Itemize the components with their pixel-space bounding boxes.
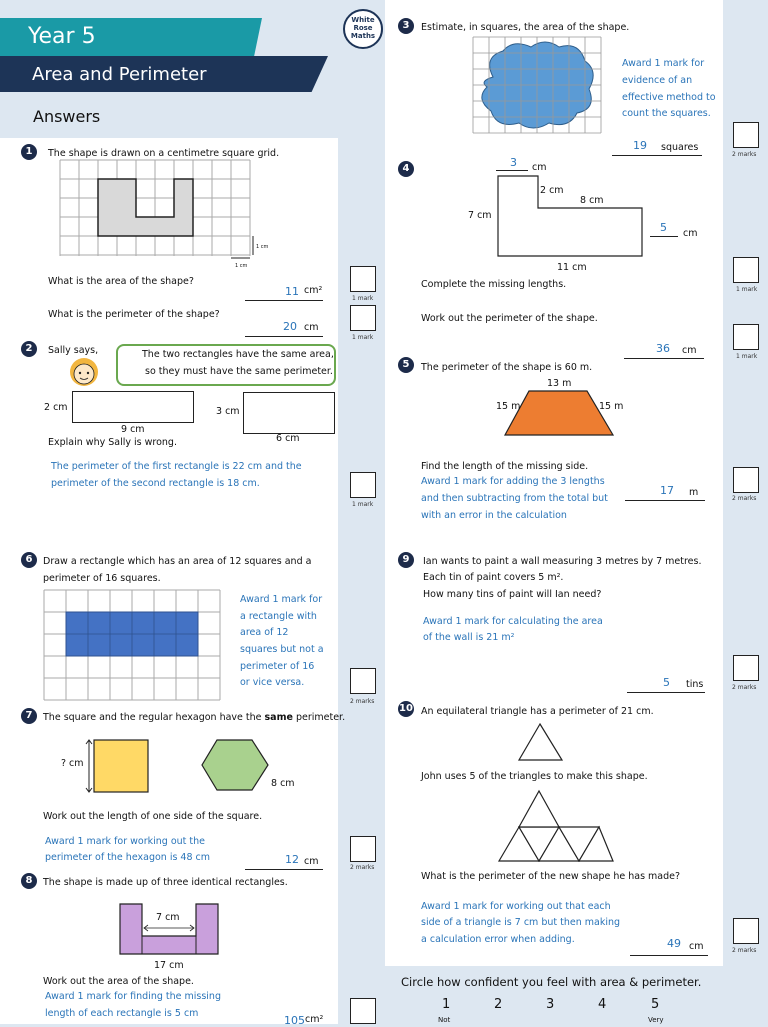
q9-mark-box[interactable] (733, 655, 759, 681)
confidence-title: Circle how confident you feel with area & perimeter. (401, 975, 702, 989)
q4-number: 4 (398, 161, 414, 177)
q2-speech-line-2: so they must have the same perimeter. (145, 366, 333, 377)
logo-text-2: Rose (353, 24, 373, 32)
q1-text: The shape is drawn on a centimetre square grid. (48, 148, 280, 159)
q1-area-mark-box[interactable] (350, 266, 376, 292)
q4-answer: 36 (656, 342, 670, 355)
q10-triangle-figure (517, 722, 565, 762)
q3-note-3: effective method to (622, 92, 716, 103)
white-rose-logo (343, 9, 383, 49)
q8-mark-box[interactable] (350, 998, 376, 1024)
q2-number: 2 (21, 341, 37, 357)
q7-answer-line (245, 869, 323, 870)
sally-avatar (66, 354, 106, 388)
q2-rect2-width: 6 cm (276, 433, 300, 444)
q5-left-label: 15 m (496, 401, 521, 412)
topic-title: Area and Perimeter (32, 64, 207, 85)
q10-note-3: a calculation error when adding. (421, 934, 575, 945)
q4-mark-box-1[interactable] (733, 257, 759, 283)
q9-answer: 5 (663, 676, 670, 689)
q1-number: 1 (21, 144, 37, 160)
q10-composite-figure (497, 789, 615, 863)
q8-text: The shape is made up of three identical rectangles. (43, 877, 288, 888)
q4-mark-label-2: 1 mark (736, 353, 758, 360)
q2-rect2-height: 3 cm (216, 406, 240, 417)
q3-note-1: Award 1 mark for (622, 58, 705, 69)
q7-number: 7 (21, 708, 37, 724)
q8-inner-label: 7 cm (156, 912, 180, 923)
q7-square (94, 740, 148, 792)
q7-mark-box[interactable] (350, 836, 376, 862)
q10-mark-box[interactable] (733, 918, 759, 944)
q10-text: An equilateral triangle has a perimeter of 21 cm. (421, 706, 654, 717)
q7-unit: cm (304, 856, 319, 867)
q6-note-3: area of 12 (240, 627, 289, 638)
q3-answer: 19 (633, 139, 647, 152)
q9-line-1: Ian wants to paint a wall measuring 3 metres by 7 metres. (423, 556, 702, 567)
q6-note-2: a rectangle with (240, 611, 317, 622)
q3-grid-figure (473, 37, 603, 135)
q2-rect1-width: 9 cm (121, 424, 145, 435)
confidence-high-label: Very (648, 1016, 664, 1024)
q1-area-unit: cm² (304, 285, 323, 296)
q1-area-answer: 11 (285, 285, 299, 298)
q3-text: Estimate, in squares, the area of the shape. (421, 22, 630, 33)
q4-label-8cm: 8 cm (580, 195, 604, 206)
q7-text (43, 712, 345, 723)
q7-hexagon-figure (200, 738, 270, 794)
q4-right-answer: 5 (660, 221, 667, 234)
q8-question: Work out the area of the shape. (43, 976, 194, 987)
q4-right-unit: cm (683, 228, 698, 239)
q2-mark-box[interactable] (350, 472, 376, 498)
q7-mark-label: 2 marks (350, 864, 375, 871)
answers-heading: Answers (33, 107, 101, 126)
q4-answer-line (624, 358, 704, 359)
q4-top-unit: cm (532, 162, 547, 173)
q7-text-same: same (264, 712, 293, 723)
q7-question: Work out the length of one side of the square. (43, 811, 263, 822)
q10-answer-line (630, 955, 708, 956)
logo-text-3: Maths (350, 32, 376, 40)
q9-unit: tins (686, 679, 704, 690)
q3-unit: squares (661, 142, 699, 153)
q5-number: 5 (398, 357, 414, 373)
q3-mark-label: 2 marks (732, 151, 757, 158)
q10-note-1: Award 1 mark for working out that each (421, 901, 611, 912)
q10-triangle (519, 724, 562, 760)
q8-note-2: length of each rectangle is 5 cm (45, 1008, 199, 1019)
q5-mark-label: 2 marks (732, 495, 757, 502)
q1-u-shape (98, 179, 193, 236)
confidence-option-4[interactable]: 4 (598, 997, 607, 1012)
q8-note-1: Award 1 mark for finding the missing (45, 991, 221, 1002)
q9-line-2: Each tin of paint covers 5 m². (423, 572, 564, 583)
q2-answer-line-2: perimeter of the second rectangle is 18 cm. (51, 478, 260, 489)
q2-answer-line-1: The perimeter of the first rectangle is 22 cm and the (51, 461, 302, 472)
q5-text: The perimeter of the shape is 60 m. (421, 362, 593, 373)
q3-note-4: count the squares. (622, 108, 711, 119)
q7-square-figure (86, 738, 156, 798)
q5-trapezium (505, 391, 613, 435)
q5-note-3: with an error in the calculation (421, 510, 567, 521)
q10-answer: 49 (667, 937, 681, 950)
q9-answer-line (627, 692, 705, 693)
confidence-option-1[interactable]: 1 (442, 997, 451, 1012)
q4-top-answer: 3 (510, 156, 517, 169)
confidence-option-5[interactable]: 5 (651, 997, 660, 1012)
q10-unit: cm (689, 941, 704, 952)
q10-mark-label: 2 marks (732, 947, 757, 954)
q1-perimeter-question: What is the perimeter of the shape? (48, 309, 220, 320)
q1-perimeter-mark-box[interactable] (350, 305, 376, 331)
q3-answer-line (612, 155, 702, 156)
q4-mark-label-1: 1 mark (736, 286, 758, 293)
q4-question-2: Work out the perimeter of the shape. (421, 313, 598, 324)
q1-area-answer-line (245, 300, 323, 301)
q6-mark-label: 2 marks (350, 698, 375, 705)
q6-grid-figure (44, 590, 224, 702)
q8-bottom-label: 17 cm (154, 960, 184, 971)
q1-perimeter-mark-label: 1 mark (352, 334, 374, 341)
q4-unit: cm (682, 345, 697, 356)
q5-right-label: 15 m (599, 401, 624, 412)
q4-label-7cm: 7 cm (468, 210, 492, 221)
q7-note-1: Award 1 mark for working out the (45, 836, 206, 847)
q4-label-2cm: 2 cm (540, 185, 564, 196)
q2-rectangle-1 (72, 391, 194, 423)
q2-rectangle-2 (243, 392, 335, 434)
q4-l-shape-figure (496, 174, 648, 258)
q1-scale-vertical: 1 cm (256, 244, 269, 250)
q4-l-shape (498, 176, 642, 256)
q4-label-11cm: 11 cm (557, 262, 587, 273)
q6-note-4: squares but not a (240, 644, 324, 655)
q1-perimeter-unit: cm (304, 322, 319, 333)
q2-mark-label: 1 mark (352, 501, 374, 508)
q1-grid-figure (60, 160, 260, 256)
q7-answer: 12 (285, 853, 299, 866)
q5-top-label: 13 m (547, 378, 572, 389)
q9-mark-label: 2 marks (732, 684, 757, 691)
q2-explain-prompt: Explain why Sally is wrong. (48, 437, 177, 448)
q2-intro: Sally says, (48, 345, 99, 356)
q5-unit: m (689, 487, 699, 498)
q6-note-1: Award 1 mark for (240, 594, 323, 605)
q6-number: 6 (21, 552, 37, 568)
q7-note-2: perimeter of the hexagon is 48 cm (45, 852, 211, 863)
q8-unit: cm² (305, 1014, 324, 1025)
q5-mark-box[interactable] (733, 467, 759, 493)
q5-answer-line (625, 500, 705, 501)
q7-text-c: perimeter. (292, 712, 346, 723)
q10-question-1: John uses 5 of the triangles to make this shape. (421, 771, 648, 782)
q7-text-a: The square and the regular hexagon have the (43, 712, 265, 723)
q7-square-side-label: ? cm (61, 758, 84, 769)
q10-question-2: What is the perimeter of the new shape he has made? (421, 871, 681, 882)
confidence-low-label: Not (438, 1016, 451, 1024)
q1-area-question: What is the area of the shape? (48, 276, 194, 287)
q9-line-3: How many tins of paint will Ian need? (423, 589, 602, 600)
q1-area-mark-label: 1 mark (352, 295, 374, 302)
q2-rect1-height: 2 cm (44, 402, 68, 413)
year-label: Year 5 (28, 24, 96, 49)
q6-note-5: perimeter of 16 (240, 661, 315, 672)
q1-scale-horizontal: 1 cm (235, 263, 248, 269)
q3-number: 3 (398, 18, 414, 34)
q10-note-2: side of a triangle is 7 cm but then making (421, 917, 621, 928)
confidence-option-3[interactable]: 3 (546, 997, 555, 1012)
q1-perimeter-answer-line (245, 336, 323, 337)
q2-speech-line-1: The two rectangles have the same area, (142, 349, 334, 360)
q4-right-line (650, 236, 678, 237)
q6-text-line-2: perimeter of 16 squares. (43, 573, 161, 584)
q6-note-6: or vice versa. (240, 677, 305, 688)
q8-number: 8 (21, 873, 37, 889)
q3-note-2: evidence of an (622, 75, 693, 86)
q4-question-1: Complete the missing lengths. (421, 279, 567, 290)
q9-note-1: Award 1 mark for calculating the area (423, 616, 603, 627)
q7-hexagon-label: 8 cm (271, 778, 295, 789)
q9-number: 9 (398, 552, 414, 568)
q4-mark-box-2[interactable] (733, 324, 759, 350)
q5-trapezium-figure (503, 389, 615, 437)
q3-mark-box[interactable] (733, 122, 759, 148)
q5-note-2: and then subtracting from the total but (421, 493, 608, 504)
q10-number: 10 (398, 701, 414, 717)
q6-text-line-1: Draw a rectangle which has an area of 12 squares and a (43, 556, 312, 567)
confidence-option-2[interactable]: 2 (494, 997, 503, 1012)
q4-top-line (496, 170, 528, 171)
q5-note-1: Award 1 mark for adding the 3 lengths (421, 476, 605, 487)
logo-text-1: White (351, 16, 375, 24)
q8-answer: 105 (284, 1014, 305, 1027)
q9-note-2: of the wall is 21 m² (423, 632, 515, 643)
q8-figure (118, 902, 222, 962)
q5-answer: 17 (660, 484, 674, 497)
q6-mark-box[interactable] (350, 668, 376, 694)
q5-question: Find the length of the missing side. (421, 461, 589, 472)
q7-hexagon (202, 740, 268, 790)
q1-perimeter-answer: 20 (283, 320, 297, 333)
